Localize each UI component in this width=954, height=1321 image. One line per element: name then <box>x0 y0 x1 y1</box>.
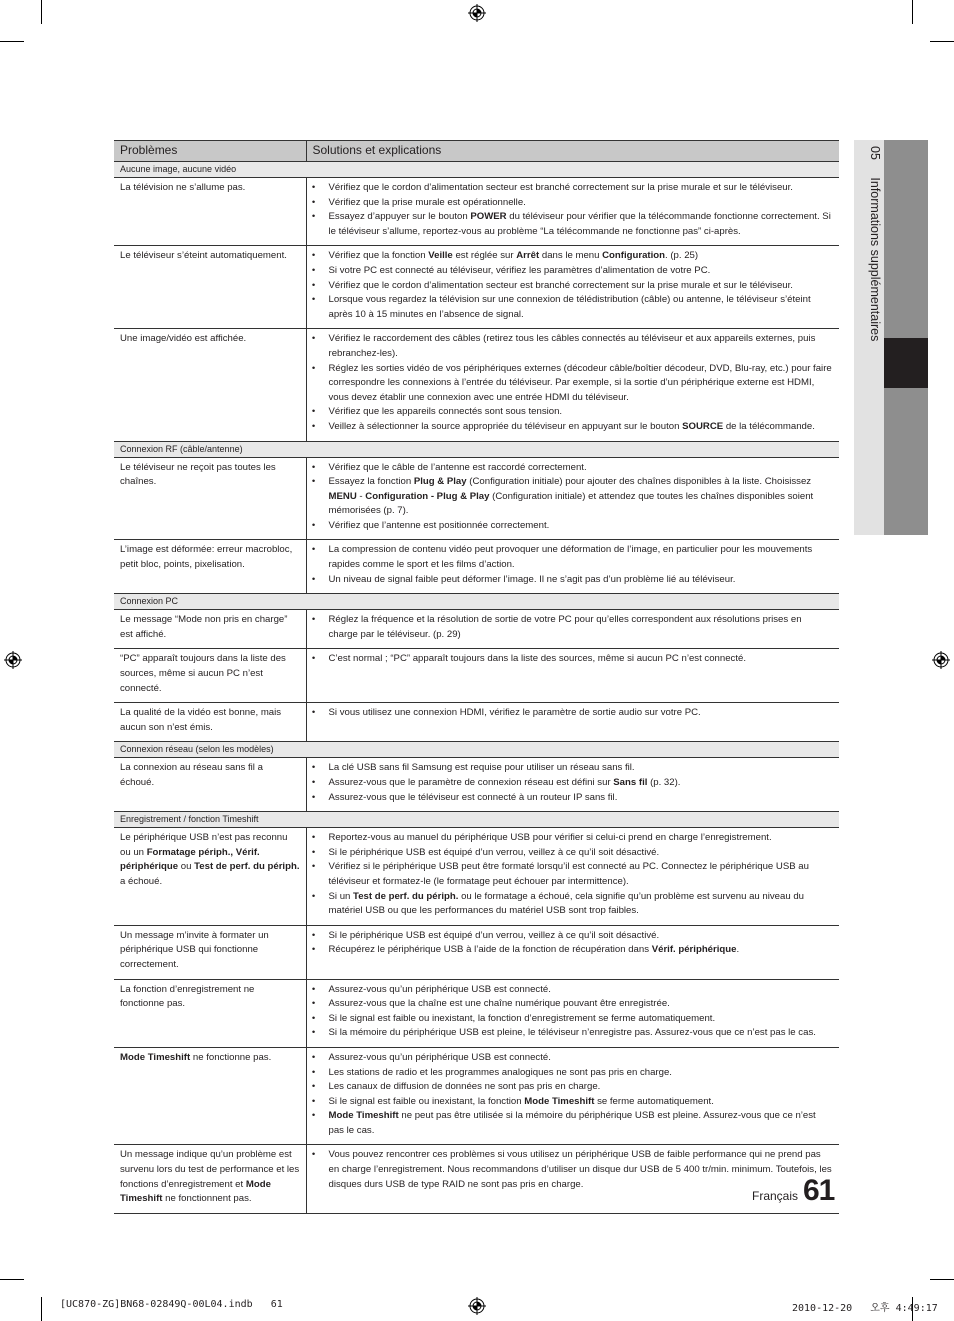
text-run: Lorsque vous regardez la télévision sur une connexion de télédistribution (câble) ou antenne, le téléviseur s’éteint après 10 à 15 minutes en l’absence de signal. <box>328 294 811 320</box>
list-item <box>307 983 834 998</box>
bold-term: Arrêt <box>516 250 540 262</box>
list-item <box>307 706 834 721</box>
problem-cell <box>114 246 306 329</box>
solution-list <box>307 332 834 434</box>
list-item <box>307 652 834 667</box>
text-run: Vous pouvez rencontrer ces problèmes si vous utilisez un périphérique USB de faible performance qui ne prend pas en charge l’enregistrement. Nous recommandons d’utiliser un disque dur USB de 5 400 tr/min. minimum. Toutefois, les disques durs USB de type RAID ne sont pas pris en charge. <box>328 1149 832 1190</box>
bold-term: MENU <box>328 490 357 502</box>
text-run: Vérifiez que l’antenne est positionnée correctement. <box>328 519 550 531</box>
text-run: Le message “Mode non pris en charge” est affiché. <box>120 614 288 640</box>
list-item <box>307 332 834 361</box>
text-run: . (p. 25) <box>665 250 699 262</box>
bullet-icon: • <box>311 294 316 306</box>
solution-list <box>307 983 834 1041</box>
text-run: Veillez à sélectionner la source appropriée du téléviseur en appuyant sur le bouton <box>328 420 683 432</box>
section-header-row <box>114 594 839 610</box>
table-body <box>114 162 839 1214</box>
list-item <box>307 1095 834 1110</box>
bold-term: Configuration - Plug & Play <box>365 490 490 502</box>
bold-term: Mode Timeshift <box>120 1178 271 1205</box>
text-run: La clé USB sans fil Samsung est requise pour utiliser un réseau sans fil. <box>328 762 635 774</box>
bullet-icon: • <box>311 461 316 473</box>
text-run: Vérifiez le raccordement des câbles (retirez tous les câbles connectés au téléviseur et aux appareils externes, puis rebranchez-les). <box>328 333 816 359</box>
list-item <box>307 249 834 264</box>
bullet-icon: • <box>311 614 316 626</box>
list-item <box>307 461 834 476</box>
text-run: Si le périphérique USB est équipé d’un verrou, veillez à ce qu’il soit désactivé. <box>328 929 660 941</box>
solution-list <box>307 249 834 322</box>
list-item <box>307 293 834 322</box>
text-run: La qualité de la vidéo est bonne, mais aucun son n’est émis. <box>120 707 282 733</box>
solution-cell <box>306 329 839 441</box>
text-run: Si le signal est faible ou inexistant, la fonction <box>328 1095 525 1107</box>
text-run: du téléviseur pour vérifier que la télécommande fonctionne correctement. Si le téléviseur s’allume, reportez-vous au problème “La télécommande ne fonctionne pas” ci-après. <box>328 211 831 237</box>
text-run: Assurez-vous que le téléviseur est connecté à un routeur IP sans fil. <box>328 791 618 803</box>
bullet-icon: • <box>311 279 316 291</box>
list-item <box>307 279 834 294</box>
section-title: Connexion réseau (selon les modèles) <box>114 742 839 758</box>
problem-cell <box>114 540 306 594</box>
list-item <box>307 613 834 642</box>
problem-cell <box>114 703 306 742</box>
text-run: Le téléviseur ne reçoit pas toutes les chaînes. <box>120 461 276 488</box>
chapter-tab-marker <box>884 338 928 388</box>
solution-cell <box>306 828 839 926</box>
bullet-icon: • <box>311 476 316 488</box>
text-run: Un niveau de signal faible peut déformer l’image. Il ne s’agit pas d’un problème lié au téléviseur. <box>328 573 736 585</box>
text-run: . <box>736 944 740 956</box>
bullet-icon: • <box>311 406 316 418</box>
bullet-icon: • <box>311 264 316 276</box>
problem-cell <box>114 1145 306 1213</box>
table-row <box>114 1047 839 1145</box>
bullet-icon: • <box>311 929 316 941</box>
registration-mark-icon <box>468 1297 486 1315</box>
bold-term: POWER <box>470 211 507 223</box>
solution-cell <box>306 703 839 742</box>
table-row <box>114 925 839 979</box>
text-run: est réglée sur <box>452 250 517 262</box>
list-item <box>307 1012 834 1027</box>
text-run: Un message indique qu’un problème est survenu lors du test de performance et les fonctions d’enregistrement et <box>120 1149 300 1190</box>
solution-list <box>307 181 834 239</box>
table-row <box>114 329 839 441</box>
bold-term: Formatage périph., <box>146 846 234 858</box>
problem-cell <box>114 178 306 246</box>
bullet-icon: • <box>311 1149 316 1161</box>
column-header-problems: Problèmes <box>114 141 306 162</box>
bullet-icon: • <box>311 573 316 585</box>
bold-term: Mode Timeshift <box>120 1051 191 1063</box>
list-item <box>307 1148 834 1192</box>
table-row <box>114 1145 839 1213</box>
list-item <box>307 929 834 944</box>
text-run: “PC” apparaît toujours dans la liste des sources, même si aucun PC n’est connecté. <box>120 653 286 694</box>
text-run: ne fonctionne pas. <box>190 1051 272 1063</box>
list-item <box>307 210 834 239</box>
bullet-icon: • <box>311 1051 316 1063</box>
text-run: Réglez la fréquence et la résolution de sortie de votre PC pour qu’elles correspondent aux résolutions prises en charge par le téléviseur. (p. 29) <box>328 614 802 640</box>
solution-cell <box>306 178 839 246</box>
solution-list <box>307 1148 834 1192</box>
list-item <box>307 475 834 519</box>
text-run: Essayez la fonction <box>328 476 414 488</box>
bold-term: Mode Timeshift <box>328 1110 399 1122</box>
solution-list <box>307 761 834 805</box>
text-run: Assurez-vous qu’un périphérique USB est connecté. <box>328 983 551 995</box>
footer-language: Français <box>752 1189 799 1203</box>
bullet-icon: • <box>311 544 316 556</box>
solution-list <box>307 831 834 919</box>
section-header-row <box>114 812 839 828</box>
list-item <box>307 573 834 588</box>
text-run: Les canaux de diffusion de données ne sont pas pris en charge. <box>328 1081 601 1093</box>
bold-term: Test de perf. du périph. <box>353 890 459 902</box>
bullet-icon: • <box>311 1095 316 1107</box>
table-row <box>114 246 839 329</box>
list-item <box>307 1026 834 1041</box>
bold-term: Vérif. périphérique <box>120 846 260 873</box>
text-run: Si le périphérique USB est équipé d’un verrou, veillez à ce qu’il soit désactivé. <box>328 846 660 858</box>
list-item <box>307 420 834 435</box>
text-run: a échoué. <box>120 875 163 887</box>
list-item <box>307 846 834 861</box>
solution-cell <box>306 610 839 649</box>
list-item <box>307 1080 834 1095</box>
text-run: Si le signal est faible ou inexistant, la fonction d’enregistrement se ferme automatiquement. <box>328 1012 716 1024</box>
crop-mark <box>912 0 913 24</box>
problem-cell <box>114 925 306 979</box>
bullet-icon: • <box>311 890 316 902</box>
text-run: ou le formatage a échoué, cela signifie qu’un problème est survenu au niveau du matériel USB ou que les performances du matériel USB sont trop faibles. <box>328 890 805 917</box>
table-row <box>114 178 839 246</box>
section-title: Enregistrement / fonction Timeshift <box>114 812 839 828</box>
text-run: Un message m’invite à formater un périphérique USB qui fonctionne correctement. <box>120 929 269 970</box>
section-header-row <box>114 162 839 178</box>
problem-cell <box>114 610 306 649</box>
solution-cell <box>306 1145 839 1213</box>
list-item <box>307 181 834 196</box>
list-item <box>307 519 834 534</box>
bold-term: Mode Timeshift <box>524 1095 595 1107</box>
text-run: Récupérez le périphérique USB à l’aide de la fonction de récupération dans <box>328 944 652 956</box>
list-item <box>307 1066 834 1081</box>
bold-term: Vérif. périphérique <box>651 944 737 956</box>
text-run: L’image est déformée: erreur macrobloc, petit bloc, points, pixelisation. <box>120 544 293 571</box>
text-run: Vérifiez que les appareils connectés sont sous tension. <box>328 406 563 418</box>
bullet-icon: • <box>311 791 316 803</box>
section-title: Aucune image, aucune vidéo <box>114 162 839 178</box>
text-run: Si votre PC est connecté au téléviseur, vérifiez les paramètres d’alimentation de votre PC. <box>328 264 711 276</box>
solution-list <box>307 543 834 587</box>
solution-cell <box>306 925 839 979</box>
text-run: (p. 32). <box>647 777 681 788</box>
crop-mark <box>930 1279 954 1280</box>
bullet-icon: • <box>311 944 316 956</box>
table-row <box>114 610 839 649</box>
text-run: Vérifiez que le cordon d’alimentation secteur est branché correctement sur la prise murale et sur le téléviseur. <box>328 182 793 193</box>
bullet-icon: • <box>311 998 316 1010</box>
section-header-row <box>114 441 839 457</box>
text-run: Vérifiez que le cordon d’alimentation secteur est branché correctement sur la prise murale et sur le téléviseur. <box>328 279 793 291</box>
registration-mark-icon <box>468 4 486 22</box>
table-row <box>114 758 839 812</box>
text-run: - <box>356 490 366 502</box>
text-run: Les stations de radio et les programmes analogiques ne sont pas pris en charge. <box>328 1066 672 1078</box>
list-item <box>307 362 834 406</box>
problem-cell <box>114 329 306 441</box>
text-run: Vérifiez que la fonction <box>328 250 429 262</box>
bullet-icon: • <box>311 762 316 774</box>
text-run: Assurez-vous qu’un périphérique USB est connecté. <box>328 1051 551 1063</box>
crop-mark <box>41 0 42 24</box>
crop-mark <box>930 41 954 42</box>
list-item <box>307 997 834 1012</box>
text-run: ne fonctionnent pas. <box>162 1193 252 1205</box>
text-run: La fonction d’enregistrement ne fonctionne pas. <box>120 983 255 1010</box>
registration-mark-icon <box>932 651 950 669</box>
bullet-icon: • <box>311 861 316 873</box>
list-item <box>307 1051 834 1066</box>
table-row <box>114 703 839 742</box>
bullet-icon: • <box>311 1066 316 1078</box>
text-run: (Configuration initiale) et attendez que toutes les chaînes disponibles soient mémorisées (p. 7). <box>328 490 814 517</box>
bold-term: Veille <box>428 250 453 262</box>
text-run: Si vous utilisez une connexion HDMI, vérifiez le paramètre de sortie audio sur votre PC. <box>328 707 701 719</box>
table-row <box>114 649 839 703</box>
bold-term: Test de perf. du périph. <box>194 861 300 873</box>
list-item <box>307 196 834 211</box>
problem-cell <box>114 457 306 540</box>
text-run: Si la mémoire du périphérique USB est pleine, le téléviseur n’enregistre pas. Assurez-vous que ce n’est pas le cas. <box>328 1027 816 1039</box>
bullet-icon: • <box>311 333 316 345</box>
text-run: Réglez les sorties vidéo de vos périphériques externes (décodeur câble/boîtier décodeur, DVD, Blu-ray, etc.) pour faire correspondre les connexions à l’entrée du téléviseur. Par exemple, si la sortie d’un périphérique externe est HDMI, vous devez établir une connexion avec une entrée HDMI du téléviseur. <box>328 362 832 403</box>
list-item <box>307 860 834 889</box>
registration-mark-icon <box>4 651 22 669</box>
print-slug-file: [UC870-ZG]BN68-02849Q-00L04.indb 61 <box>60 1299 283 1310</box>
bullet-icon: • <box>311 707 316 719</box>
section-title: Connexion PC <box>114 594 839 610</box>
bullet-icon: • <box>311 846 316 858</box>
section-title: Connexion RF (câble/antenne) <box>114 441 839 457</box>
list-item <box>307 761 834 776</box>
solution-cell <box>306 649 839 703</box>
bold-term: Plug & Play <box>413 476 467 488</box>
text-run: (Configuration initiale) pour ajouter des chaînes disponibles à la liste. Choisissez <box>466 476 812 488</box>
solution-list <box>307 929 834 958</box>
problem-cell <box>114 758 306 812</box>
table-row <box>114 828 839 926</box>
bold-term: Sans fil <box>613 777 648 788</box>
list-item <box>307 776 834 791</box>
solution-cell <box>306 758 839 812</box>
bullet-icon: • <box>311 519 316 531</box>
text-run: ne peut pas être utilisée si la mémoire du périphérique USB est pleine. Assurez-vous que ce n’est pas le cas. <box>328 1110 816 1136</box>
column-header-solutions: Solutions et explications <box>306 141 839 162</box>
bullet-icon: • <box>311 211 316 223</box>
list-item <box>307 831 834 846</box>
text-run: La compression de contenu vidéo peut provoquer une déformation de l’image, en particulier pour les mouvements rapides comme le sport et les films d’action. <box>328 544 813 571</box>
bullet-icon: • <box>311 1110 316 1122</box>
bullet-icon: • <box>311 250 316 262</box>
chapter-title: Informations supplémentaires <box>868 177 882 342</box>
problem-cell <box>114 649 306 703</box>
text-run: ou <box>178 861 195 873</box>
text-run: de la télécommande. <box>723 420 815 432</box>
problem-cell <box>114 1047 306 1145</box>
bullet-icon: • <box>311 182 316 193</box>
bullet-icon: • <box>311 1027 316 1039</box>
table-row <box>114 979 839 1047</box>
crop-mark <box>0 1279 24 1280</box>
text-run: Vérifiez que le câble de l’antenne est raccordé correctement. <box>328 461 587 473</box>
text-run: Reportez-vous au manuel du périphérique USB pour vérifier si celui-ci prend en charge l’enregistrement. <box>328 832 772 844</box>
bullet-icon: • <box>311 362 316 374</box>
solution-list <box>307 613 834 642</box>
table-header-row <box>114 141 839 162</box>
bullet-icon: • <box>311 1012 316 1024</box>
list-item <box>307 943 834 958</box>
text-run: La télévision ne s’allume pas. <box>120 182 246 193</box>
page-number: 61 <box>803 1174 835 1207</box>
text-run: dans le menu <box>539 250 603 262</box>
list-item <box>307 1109 834 1138</box>
bullet-icon: • <box>311 196 316 208</box>
solution-cell <box>306 457 839 540</box>
text-run: Vérifiez que la prise murale est opérationnelle. <box>328 196 526 208</box>
list-item <box>307 405 834 420</box>
crop-mark <box>41 1297 42 1321</box>
chapter-label <box>858 146 882 446</box>
list-item <box>307 791 834 806</box>
crop-mark <box>0 41 24 42</box>
bullet-icon: • <box>311 653 316 665</box>
problem-cell <box>114 979 306 1047</box>
text-run: La connexion au réseau sans fil a échoué. <box>120 762 263 788</box>
text-run: Une image/vidéo est affichée. <box>120 333 247 345</box>
solution-cell <box>306 246 839 329</box>
solution-list <box>307 1051 834 1139</box>
list-item <box>307 264 834 279</box>
bullet-icon: • <box>311 983 316 995</box>
bullet-icon: • <box>311 420 316 432</box>
troubleshooting-table <box>114 140 839 1214</box>
solution-cell <box>306 1047 839 1145</box>
bold-term: SOURCE <box>682 420 724 432</box>
text-run: Essayez d’appuyer sur le bouton <box>328 211 471 223</box>
solution-list <box>307 706 834 721</box>
text-run: Le téléviseur s’éteint automatiquement. <box>120 250 287 262</box>
solution-list <box>307 652 834 667</box>
solution-list <box>307 461 834 534</box>
chapter-number: 05 <box>868 146 882 160</box>
section-header-row <box>114 742 839 758</box>
bold-term: Configuration <box>602 250 666 262</box>
bullet-icon: • <box>311 1081 316 1093</box>
table-row <box>114 457 839 540</box>
bullet-icon: • <box>311 777 316 788</box>
text-run: se ferme automatiquement. <box>594 1095 714 1107</box>
print-slug-date: 2010-12-20 오후 4:49:17 <box>792 1303 938 1314</box>
solution-cell <box>306 540 839 594</box>
text-run: C’est normal ; “PC” apparaît toujours dans la liste des sources, même si aucun PC n’est connecté. <box>328 653 747 665</box>
list-item <box>307 890 834 919</box>
solution-cell <box>306 979 839 1047</box>
table-row <box>114 540 839 594</box>
text-run: Vérifiez si le périphérique USB peut être formaté lorsqu’il est connecté au PC. Connectez le périphérique USB au téléviseur et formatez-le (le formatage peut échouer par intermittence). <box>328 861 809 887</box>
text-run: Assurez-vous que le paramètre de connexion réseau est défini sur <box>328 777 614 788</box>
text-run: Si un <box>328 890 354 902</box>
bullet-icon: • <box>311 832 316 844</box>
list-item <box>307 543 834 572</box>
problem-cell <box>114 828 306 926</box>
text-run: Le périphérique USB n’est pas reconnu ou un <box>120 832 288 858</box>
text-run: Assurez-vous que la chaîne est une chaîne numérique pouvant être enregistrée. <box>328 998 670 1010</box>
